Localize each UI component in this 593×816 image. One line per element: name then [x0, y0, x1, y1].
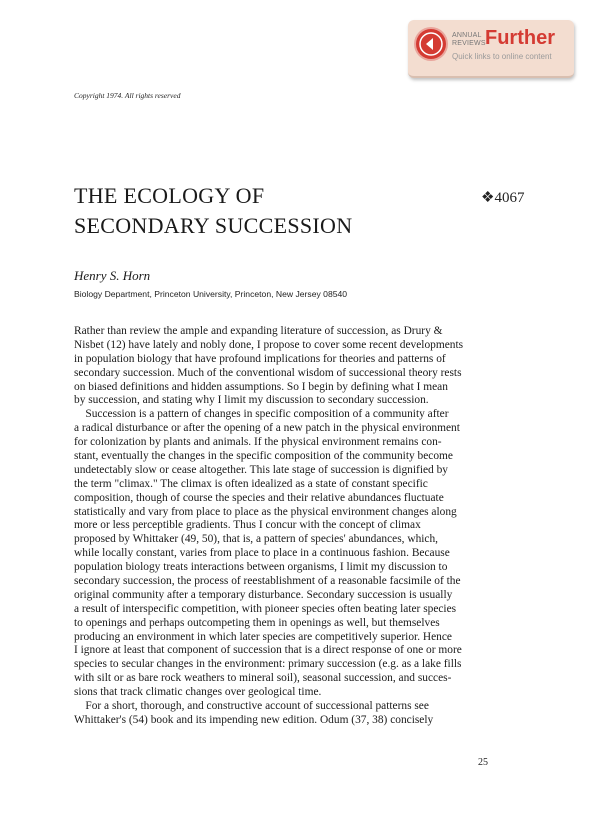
body-line: I ignore at least that component of succession that is a direct response of one or more: [74, 644, 462, 657]
badge-reviews-text: REVIEWS: [452, 40, 486, 47]
body-line: statistically and vary from place to place as the physical environment changes along: [74, 505, 457, 518]
body-line: a radical disturbance or after the opening of a new patch in the physical environment: [74, 422, 460, 435]
body-line: a result of interspecific competition, with pioneer species often beating later species: [74, 602, 457, 615]
body-line: original community after a temporary disturbance. Secondary succession is usually: [74, 588, 453, 601]
body-line: stant, eventually the changes in the specific composition of the community become: [74, 450, 453, 463]
body-line: with silt or as bare rock weathers to mineral soil), seasonal succession, and succes-: [74, 672, 452, 685]
body-line: Rather than review the ample and expanding literature of succession, as Drury &: [74, 325, 443, 337]
body-line: in population biology that have profound implications for theories and patterns of: [74, 352, 446, 365]
body-line: by succession, and stating why I limit my discussion to secondary succession.: [74, 394, 429, 407]
further-badge[interactable]: [408, 20, 574, 78]
body-line: sions that track climatic changes over geological time.: [74, 686, 322, 699]
body-line: species to secular changes in the environment: primary succession (e.g. as a lake fills: [74, 658, 462, 671]
author-name: Henry S. Horn: [74, 268, 151, 283]
title-line: THE ECOLOGY OF: [74, 183, 265, 208]
body-line: secondary succession, the process of reestablishment of a reasonable facsimile of the: [74, 575, 461, 588]
body-line: secondary succession. Much of the conventional wisdom of successional theory rests: [74, 366, 462, 379]
body-line: the term "climax." The climax is often idealized as a state of constant specific: [74, 477, 428, 490]
article-code: ❖4067: [481, 190, 525, 206]
body-line: while locally constant, varies from place to place in a continuous fashion. Because: [74, 547, 450, 560]
body-line: Succession is a pattern of changes in specific composition of a community after: [74, 408, 449, 421]
body-line: population biology treats interactions between organisms, I limit my discussion to: [74, 561, 448, 574]
article-title: [74, 181, 404, 241]
body-line: on biased definitions and hidden assumptions. So I begin by defining what I mean: [74, 380, 448, 393]
title-line: SECONDARY SUCCESSION: [74, 213, 353, 238]
body-line: undetectably slow or cease altogether. This late stage of succession is dignified by: [74, 463, 448, 476]
page-number: 25: [478, 757, 488, 768]
body-line: producing an environment in which later species are competitively superior. Hence: [74, 630, 452, 643]
author-affiliation: Biology Department, Princeton University, Princeton, New Jersey 08540: [74, 289, 348, 299]
copyright-notice: Copyright 1974. All rights reserved: [74, 91, 181, 100]
body-line: composition, though of course the species and their relative abundances fluctuate: [74, 491, 444, 504]
body-line: proposed by Whittaker (49, 50), that is, a pattern of species' abundances, which,: [74, 533, 439, 546]
body-line: Whittaker's (54) book and its impending new edition. Odum (37, 38) concisely: [74, 713, 434, 726]
badge-subtitle: Quick links to online content: [452, 52, 552, 61]
body-line: Nisbet (12) have lately and nobly done, I propose to cover some recent developments: [74, 338, 464, 351]
body-text: [74, 325, 490, 728]
badge-further-text: Further: [485, 27, 555, 49]
body-line: more or less perceptible gradients. Thus I concur with the concept of climax: [74, 519, 421, 532]
body-line: for colonization by plants and animals. If the physical environment remains con-: [74, 436, 442, 449]
back-arrow-icon: [416, 29, 446, 59]
body-line: to openings and perhaps outcompeting them in openings as well, but themselves: [74, 616, 440, 629]
badge-annual-text: ANNUAL: [452, 32, 482, 39]
body-line: For a short, thorough, and constructive account of successional patterns see: [74, 700, 429, 713]
